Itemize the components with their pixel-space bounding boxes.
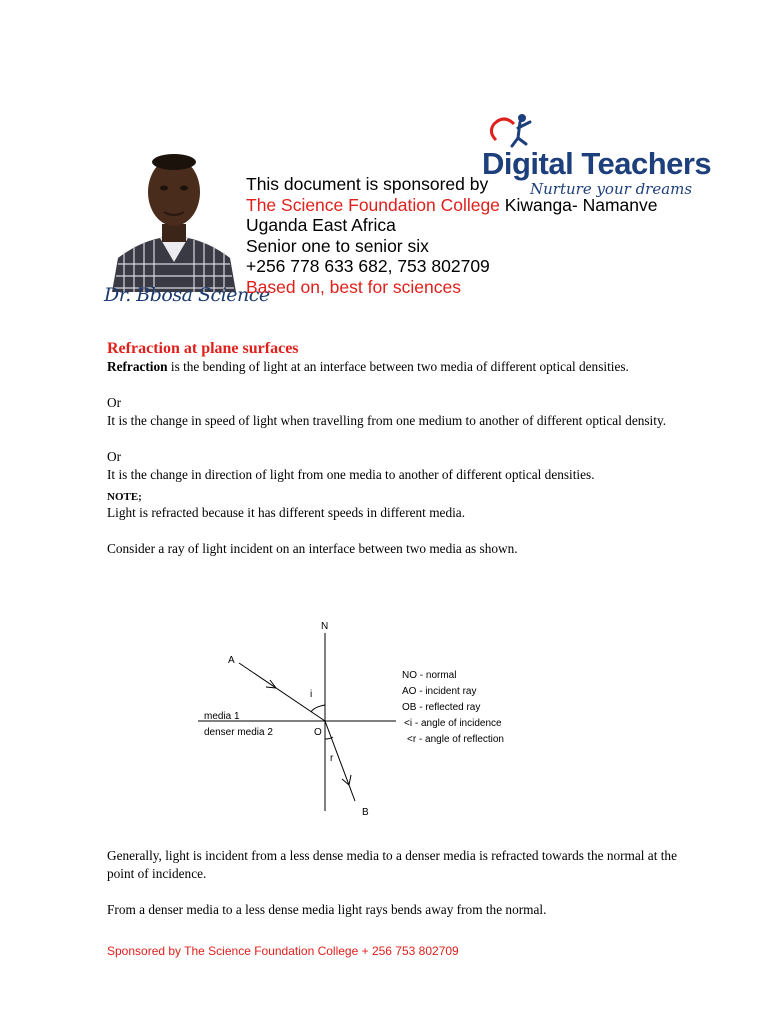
legend-item: <i - angle of incidence [404, 718, 502, 729]
definition-3: It is the change in direction of light from one media to another of different optical densities. [107, 467, 595, 482]
sponsor-phone: +256 778 633 682, 753 802709 [246, 256, 490, 276]
legend-item: NO - normal [402, 670, 457, 681]
angle-i-arc [311, 705, 325, 712]
definition-text: is the bending of light at an interface between two media of different optical densities. [167, 359, 629, 374]
college-name: The Science Foundation College [246, 194, 500, 215]
logo-tagline: Nurture your dreams [530, 180, 693, 198]
college-location: Kiwanga- Namanve [499, 194, 658, 215]
label-media-1: media 1 [204, 711, 240, 722]
note-text: Light is refracted because it has different speeds in different media. [107, 505, 466, 520]
label-r: r [330, 753, 334, 764]
document-body-lower [107, 847, 687, 919]
signature-text: Dr. Bbosa Science [104, 284, 270, 306]
logo-name: Digital Teachers [482, 146, 712, 181]
footer-sponsor: Sponsored by The Science Foundation College + 256 753 802709 [107, 944, 459, 958]
or-separator-1: Or [107, 395, 122, 410]
label-a: A [228, 655, 235, 666]
legend-item: OB - reflected ray [402, 702, 481, 713]
sponsor-line-3: Uganda East Africa [246, 215, 396, 235]
sponsor-line-2 [246, 195, 658, 216]
diagram-legend [402, 670, 504, 745]
label-i: i [310, 689, 313, 700]
refracted-arrow [342, 775, 351, 785]
refraction-diagram [190, 615, 535, 823]
document-body [107, 339, 687, 558]
general-text: Generally, light is incident from a less dense media to a denser media is refracted towards the normal at the point of incidence. [107, 848, 677, 881]
label-b: B [362, 807, 369, 818]
consider-text: Consider a ray of light incident on an interface between two media as shown. [107, 541, 518, 556]
definition-term: Refraction [107, 359, 168, 374]
legend-item: AO - incident ray [402, 686, 477, 697]
note-label: NOTE; [107, 491, 142, 503]
legend-item: <r - angle of reflection [407, 734, 504, 745]
label-o: O [314, 727, 322, 738]
label-n: N [321, 621, 329, 632]
sponsor-line-4: Senior one to senior six [246, 235, 429, 256]
or-separator-2: Or [107, 449, 122, 464]
definition-1 [107, 358, 687, 376]
label-media-2: denser media 2 [204, 727, 273, 738]
sponsor-photo [104, 140, 244, 292]
definition-2: It is the change in speed of light when travelling from one medium to another of different optical density. [107, 413, 667, 428]
section-heading: Refraction at plane surfaces [107, 340, 299, 357]
sponsor-slogan: Based on, best for sciences [246, 276, 461, 297]
sponsor-lines [246, 174, 658, 297]
sponsor-banner [104, 112, 712, 312]
denser-text: From a denser media to a less dense media light rays bends away from the normal. [107, 902, 547, 917]
sponsor-line-1: This document is sponsored by [246, 174, 489, 194]
